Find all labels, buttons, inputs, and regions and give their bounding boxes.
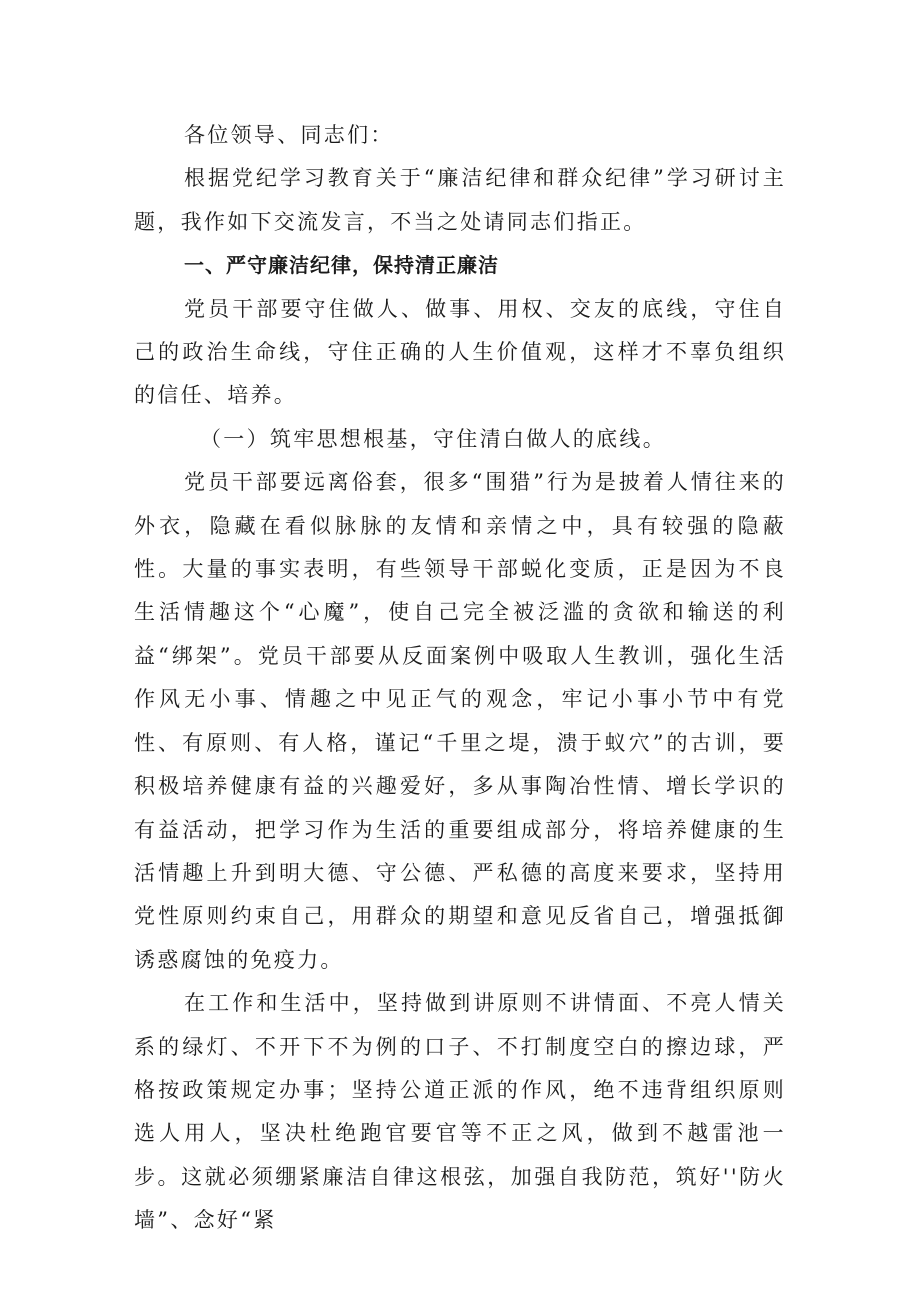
subsection-heading-1: （一）筑牢思想根基，守住清白做人的底线。 [200,426,666,451]
paragraph-3: 在工作和生活中，坚持做到讲原则不讲情面、不亮人情关系的绿灯、不开下不为例的口子、不打制度空白的擦边球，严格按政策规定办事；坚持公道正派的作风，绝不违背组织原则选人用人，坚决杜绝跑官要官等不正之风，做到不越雷池一步。这就必须绷紧廉洁自律这根弦，加强自我防范，筑好''防火墙”、念好“紧 [134,991,786,1233]
paragraph-1: 党员干部要守住做人、做事、用权、交友的底线，守住自己的政治生命线，守住正确的人生价值观，这样才不辜负组织的信任、培养。 [134,296,786,408]
section-heading-1: 一、严守廉洁纪律，保持清正廉洁 [184,253,499,278]
intro-paragraph: 根据党纪学习教育关于“廉洁纪律和群众纪律”学习研讨主题，我作如下交流发言，不当之处请同志们指正。 [134,166,786,234]
paragraph-2: 党员干部要远离俗套，很多“围猎”行为是披着人情往来的外衣，隐藏在看似脉脉的友情和亲情之中，具有较强的隐蔽性。大量的事实表明，有些领导干部蜕化变质，正是因为不良生活情趣这个“心魔”，使自己完全被泛滥的贪欲和输送的利益“绑架”。党员干部要从反面案例中吸取人生教训，强化生活作风无小事、情趣之中见正气的观念，牢记小事小节中有党性、有原则、有人格，谨记“千里之堤，溃于蚁穴”的古训，要积极培养健康有益的兴趣爱好，多从事陶冶性情、增长学识的有益活动，把学习作为生活的重要组成部分，将培养健康的生活情趣上升到明大德、守公德、严私德的高度来要求，坚持用党性原则约束自己，用群众的期望和意见反省自己，增强抵御诱惑腐蚀的免疫力。 [134,470,786,972]
salutation: 各位领导、同志们： [184,123,394,147]
